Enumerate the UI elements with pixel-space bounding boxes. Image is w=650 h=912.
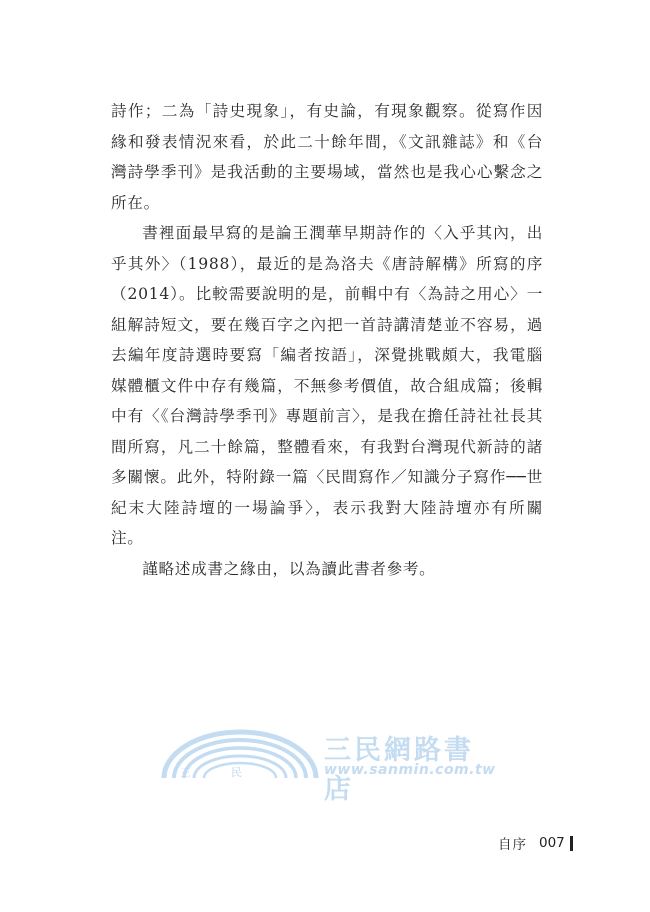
paragraph-3: 謹略述成書之緣由，以為讀此書者參考。	[142, 559, 436, 578]
page-footer	[498, 834, 573, 852]
sanmin-watermark	[158, 728, 503, 805]
paragraph-1: 詩作；二為「詩史現象」，有史論，有現象觀察。從寫作因緣和發表情況來看，於此二十餘年間，《文訊雜誌》和《台灣詩學季刊》是我活動的主要場域，當然也是我心心繫念之所在。	[111, 102, 543, 212]
page-number: 007	[539, 835, 565, 851]
paragraph-2: 書裡面最早寫的是論王潤華早期詩作的〈入乎其內，出乎其外〉（1988），最近的是為洛夫《唐詩解構》所寫的序（2014）。比較需要說明的是，前輯中有〈為詩之用心〉一組解詩短文，要在幾百字之內把一首詩講清楚並不容易，過去編年度詩選時要寫「編者按語」，深覺挑戰頗大，我電腦媒體櫃文件中存有幾篇，不無參考價值，故合組成篇；後輯中有〈《台灣詩學季刊》專題前言〉，是我在擔任詩社社長其間所寫，凡二十餘篇，整體看來，有我對台灣現代新詩的諸多關懷。此外，特附錄一篇〈民間寫作／知識分子寫作──世紀末大陸詩壇的一場論爭〉，表示我對大陸詩壇亦有所關注。	[111, 224, 543, 547]
body-text	[111, 96, 543, 584]
watermark-char-2: 民	[231, 766, 242, 779]
section-label: 自序	[498, 837, 527, 853]
watermark-store-name: 三民網路書店	[324, 735, 474, 805]
footer-bar-mark	[570, 836, 573, 851]
watermark-char-1: 三	[180, 766, 191, 779]
watermark-url: www.sanmin.com.tw	[324, 762, 496, 778]
